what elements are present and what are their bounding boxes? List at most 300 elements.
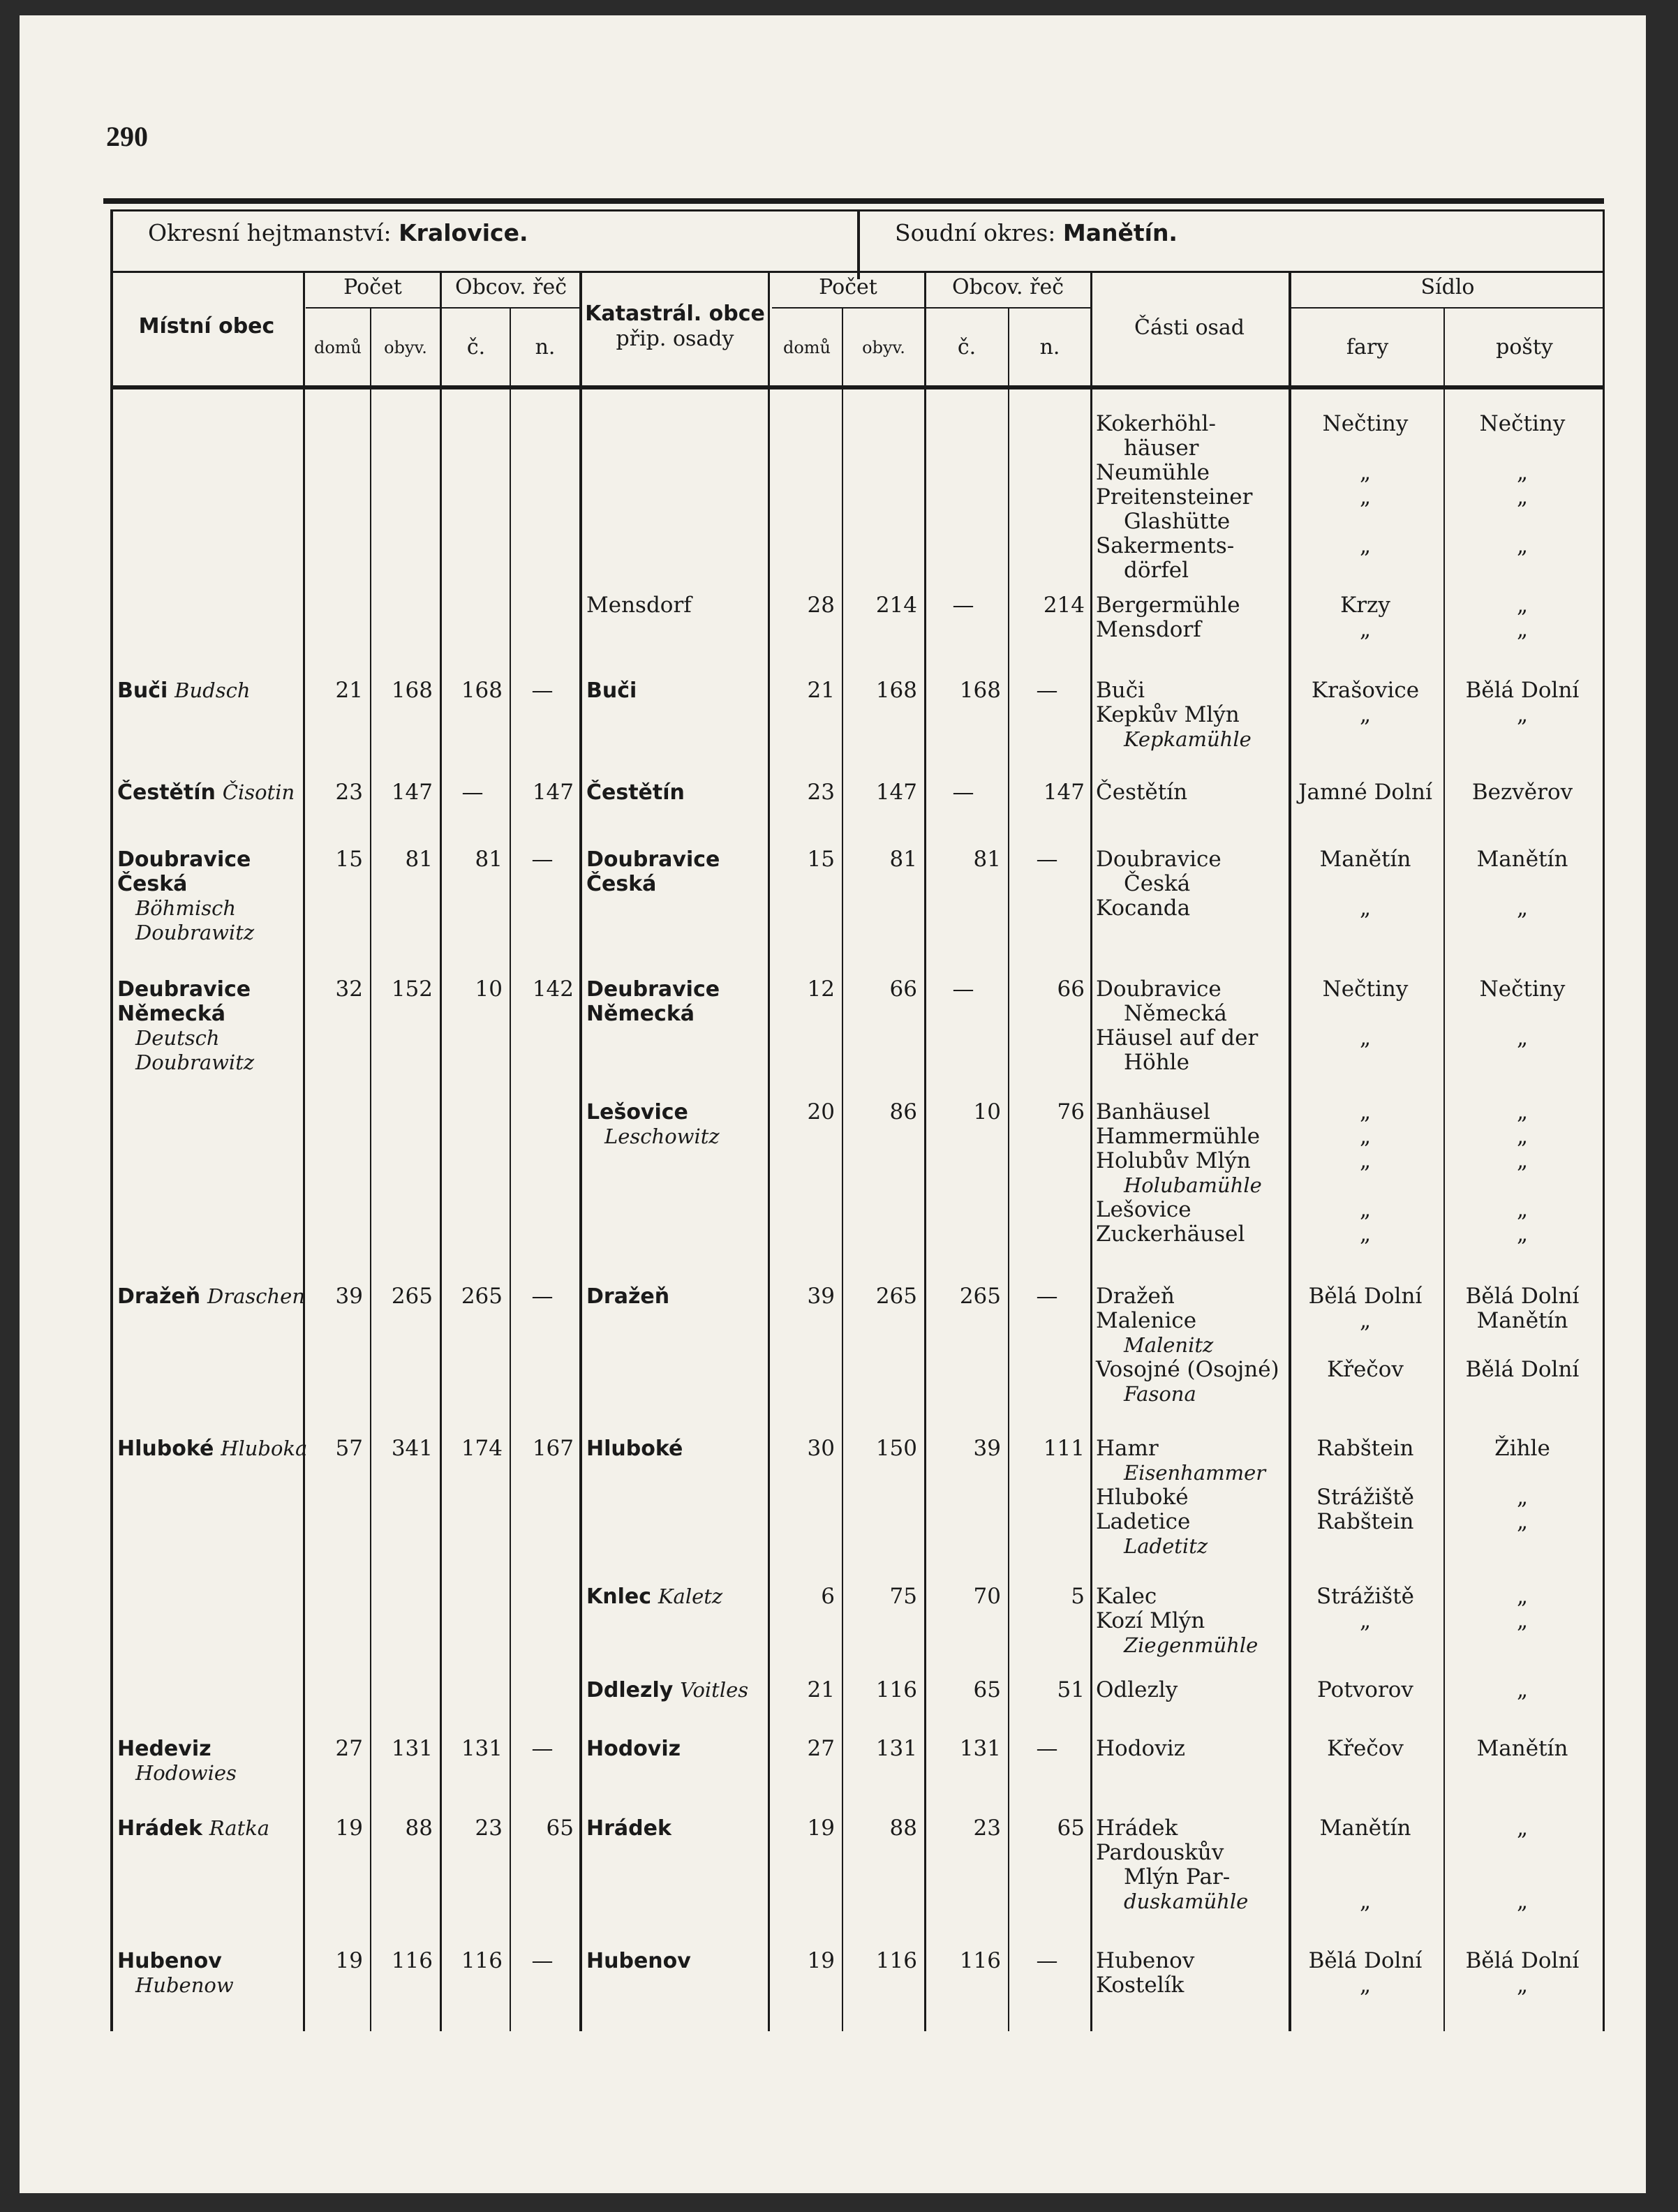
domu-2-cell: 28 — [807, 593, 835, 618]
obyv-2-cell: 66 — [889, 977, 917, 1002]
fary-value: Bělá Dolní — [1308, 1948, 1423, 1973]
fary-value: „ — [1359, 1889, 1372, 1914]
fary-value: Strážiště — [1316, 1485, 1414, 1510]
domu-2-cell: 20 — [807, 1099, 835, 1124]
cesky-cell: 10 — [475, 977, 503, 1002]
nemecky-2-cell: — — [1036, 847, 1058, 872]
obyv-cell: 88 — [405, 1816, 433, 1841]
mistni-obec-name: Doubravice — [117, 847, 251, 872]
posty-value: „ — [1516, 533, 1529, 558]
casti-osad-cell — [1096, 1949, 1284, 1998]
nemecky-2-cell: 76 — [1057, 1099, 1085, 1124]
posty-value: „ — [1516, 896, 1529, 921]
casti-osad-cell — [1096, 1437, 1284, 1559]
domu-cell: 39 — [335, 1284, 363, 1309]
col-line — [924, 272, 926, 2031]
cesky-cell: — — [461, 780, 484, 805]
posty-cell — [1445, 1678, 1600, 1702]
katastr-cell — [586, 1100, 764, 1149]
cast-osady: Kocanda — [1096, 896, 1191, 921]
mistni-obec-line: Deutsch — [135, 1026, 220, 1050]
cast-osady: Odlezly — [1096, 1677, 1178, 1702]
cast-osady: Glashütte — [1124, 509, 1231, 534]
fary-value: „ — [1359, 896, 1372, 921]
cesky-2-cell: — — [952, 780, 974, 805]
posty-value: Žihle — [1494, 1436, 1550, 1461]
cast-osady: duskamühle — [1124, 1890, 1249, 1913]
fary-cell — [1291, 678, 1439, 752]
fary-value: Křečov — [1327, 1357, 1404, 1382]
cesky-cell: 131 — [461, 1736, 503, 1761]
col-line — [303, 272, 305, 2031]
posty-value — [1445, 1173, 1600, 1198]
casti-osad-cell — [1096, 847, 1284, 921]
fary-value: Potvorov — [1317, 1677, 1413, 1702]
posty-cell — [1445, 977, 1600, 1075]
mistni-obec-line: Německá — [117, 1002, 226, 1026]
fary-value: „ — [1359, 1222, 1372, 1247]
obyv-2-cell: 88 — [889, 1816, 917, 1841]
mistni-obec-cell — [117, 780, 299, 805]
katastr-name: Hluboké — [586, 1437, 683, 1461]
col-line — [768, 272, 770, 2031]
cast-osady: Neumühle — [1096, 460, 1210, 485]
fary-value: Manětín — [1319, 847, 1411, 872]
col-obyv-2: obyv. — [862, 338, 905, 357]
col-posty: pošty — [1496, 335, 1553, 359]
cast-osady: häuser — [1124, 436, 1199, 461]
col-katastr-line1: Katastrál. obce — [585, 302, 765, 326]
col-c: č. — [466, 335, 486, 359]
fary-cell — [1291, 1284, 1439, 1406]
nemecky-2-cell: — — [1036, 1736, 1058, 1761]
nemecky-cell: 142 — [532, 977, 574, 1002]
mistni-obec-line: Česká — [117, 872, 188, 896]
fary-value: Manětín — [1319, 1816, 1411, 1841]
posty-value — [1445, 510, 1600, 534]
pocet-underline — [306, 307, 581, 309]
domu-2-cell: 19 — [807, 1816, 835, 1841]
col-line — [1090, 272, 1092, 2031]
mistni-obec-name: Hluboké — [117, 1437, 214, 1461]
posty-value — [1445, 1461, 1600, 1485]
fary-value: „ — [1359, 1148, 1372, 1173]
cast-osady: Doubravice — [1096, 847, 1222, 872]
domu-2-cell: 23 — [807, 780, 835, 805]
cast-osady: Hamr — [1096, 1436, 1159, 1461]
posty-value: Manětín — [1476, 1736, 1568, 1761]
col-domu: domů — [313, 338, 362, 357]
fary-cell — [1291, 780, 1439, 805]
obyv-cell: 81 — [405, 847, 433, 872]
posty-value — [1445, 872, 1600, 896]
col-line — [579, 272, 582, 2031]
posty-value: „ — [1516, 1509, 1529, 1534]
cesky-2-cell: 39 — [973, 1436, 1001, 1461]
cesky-cell: 168 — [461, 678, 503, 703]
nemecky-2-cell: 66 — [1057, 977, 1085, 1002]
cast-osady: Preitensteiner — [1096, 484, 1253, 510]
fary-value: „ — [1359, 1025, 1372, 1051]
posty-value: „ — [1516, 1485, 1529, 1510]
fary-value: „ — [1359, 1099, 1372, 1124]
obyv-cell: 152 — [391, 977, 433, 1002]
katastr-name: Ddlezly — [586, 1678, 674, 1702]
casti-osad-cell — [1096, 1284, 1284, 1406]
nemecky-2-cell: — — [1036, 1948, 1058, 1973]
obyv-2-cell: 168 — [875, 678, 917, 703]
district-value: Kralovice. — [399, 219, 528, 246]
fary-cell — [1291, 1584, 1439, 1658]
col-line — [842, 309, 843, 2031]
fary-value: „ — [1359, 617, 1372, 642]
posty-value: „ — [1516, 1124, 1529, 1149]
mistni-obec-german: Hluboka — [221, 1437, 308, 1460]
domu-2-cell: 30 — [807, 1436, 835, 1461]
katastr-cell — [586, 977, 764, 1026]
katastr-line: Německá — [586, 1002, 695, 1026]
cast-osady: Čestětín — [1096, 780, 1188, 805]
cast-osady: Dražeň — [1096, 1284, 1175, 1309]
col-line — [440, 272, 442, 2031]
domu-2-cell: 27 — [807, 1736, 835, 1761]
obyv-2-cell: 147 — [875, 780, 917, 805]
domu-2-cell: 21 — [807, 1677, 835, 1702]
fary-cell — [1291, 1678, 1439, 1702]
posty-value: „ — [1516, 1677, 1529, 1702]
posty-value: Nečtiny — [1479, 977, 1566, 1002]
katastr-name: Doubravice — [586, 847, 720, 872]
obyv-2-cell: 116 — [875, 1948, 917, 1973]
casti-osad-cell — [1096, 593, 1284, 642]
obyv-cell: 168 — [391, 678, 433, 703]
posty-value: „ — [1516, 1973, 1529, 1998]
col-sidlo: Sídlo — [1420, 275, 1475, 299]
mistni-obec-name: Dražeň — [117, 1284, 201, 1309]
cast-osady: Kalec — [1096, 1584, 1157, 1609]
mistni-obec-line: Böhmisch — [135, 896, 237, 920]
court-value: Manětín. — [1062, 219, 1178, 246]
casti-osad-cell — [1096, 780, 1284, 805]
katastr-name: Čestětín — [586, 780, 685, 805]
posty-value — [1445, 1841, 1600, 1865]
posty-value: „ — [1516, 1608, 1529, 1633]
cast-osady: Kepkamühle — [1124, 727, 1252, 751]
casti-osad-cell — [1096, 1100, 1284, 1247]
posty-value — [1445, 727, 1600, 752]
katastr-cell — [586, 780, 764, 805]
katastr-cell — [586, 1949, 764, 1973]
domu-cell: 19 — [335, 1816, 363, 1841]
posty-value: „ — [1516, 593, 1529, 618]
col-mistni-obec: Místní obec — [138, 314, 275, 339]
cast-osady: Kozí Mlýn — [1096, 1608, 1205, 1633]
fary-value — [1291, 1002, 1439, 1026]
cesky-2-cell: — — [952, 977, 974, 1002]
col-n-2: n. — [1039, 335, 1060, 359]
fary-value: „ — [1359, 460, 1372, 485]
mistni-obec-name: Hrádek — [117, 1816, 202, 1841]
domu-cell: 19 — [335, 1948, 363, 1973]
posty-value — [1445, 558, 1600, 583]
fary-cell — [1291, 593, 1439, 642]
fary-value — [1291, 1865, 1439, 1890]
district-header — [148, 219, 528, 246]
fary-cell — [1291, 1437, 1439, 1559]
cesky-cell: 174 — [461, 1436, 503, 1461]
cast-osady: Ladetitz — [1124, 1534, 1208, 1558]
katastr-cell — [586, 1284, 764, 1309]
fary-value — [1291, 1633, 1439, 1658]
posty-value: Manětín — [1476, 847, 1568, 872]
col-katastr — [582, 302, 768, 352]
cast-osady: Holubův Mlýn — [1096, 1148, 1251, 1173]
fary-value: Rabštein — [1316, 1436, 1414, 1461]
mistni-obec-cell — [117, 1437, 308, 1461]
nemecky-cell: 147 — [532, 780, 574, 805]
col-line — [1603, 209, 1605, 2031]
domu-cell: 21 — [335, 678, 363, 703]
nemecky-2-cell: 51 — [1057, 1677, 1085, 1702]
katastr-name: Knlec — [586, 1584, 652, 1609]
domu-2-cell: 39 — [807, 1284, 835, 1309]
fary-value — [1291, 1333, 1439, 1358]
posty-value: „ — [1516, 484, 1529, 510]
katastr-german: Kaletz — [658, 1584, 723, 1608]
obyv-2-cell: 116 — [875, 1677, 917, 1702]
fary-value: Krašovice — [1311, 678, 1420, 703]
cast-osady: Kepkův Mlýn — [1096, 702, 1240, 727]
cast-osady: Kostelík — [1096, 1973, 1185, 1998]
domu-2-cell: 6 — [821, 1584, 835, 1609]
cast-osady: Hrádek — [1096, 1816, 1178, 1841]
posty-cell — [1445, 412, 1600, 583]
fary-cell — [1291, 977, 1439, 1075]
katastr-name: Hrádek — [586, 1816, 671, 1841]
posty-value: „ — [1516, 1222, 1529, 1247]
col-line — [1008, 309, 1009, 2031]
casti-osad-cell — [1096, 977, 1284, 1075]
cesky-cell: 23 — [475, 1816, 503, 1841]
posty-value — [1445, 1002, 1600, 1026]
cesky-2-cell: 81 — [973, 847, 1001, 872]
posty-cell — [1445, 1816, 1600, 1914]
col-domu-2: domů — [782, 338, 831, 357]
cast-osady: Mlýn Par- — [1124, 1864, 1231, 1890]
katastr-cell — [586, 847, 764, 896]
fary-value — [1291, 1841, 1439, 1865]
cast-osady: Kokerhöhl- — [1096, 411, 1216, 436]
mistni-obec-german: Budsch — [175, 678, 251, 702]
col-fary: fary — [1346, 335, 1389, 359]
posty-value: „ — [1516, 702, 1529, 727]
mistni-obec-name: Hedeviz — [117, 1737, 211, 1761]
posty-cell — [1445, 1584, 1600, 1658]
cesky-2-cell: 265 — [959, 1284, 1001, 1309]
fary-value: Jamné Dolní — [1298, 780, 1432, 805]
fary-value — [1291, 1173, 1439, 1198]
col-obyv: obyv. — [384, 338, 427, 357]
posty-value: Bělá Dolní — [1465, 1948, 1580, 1973]
fary-value — [1291, 1382, 1439, 1406]
fary-cell — [1291, 1949, 1439, 1998]
cesky-2-cell: 65 — [973, 1677, 1001, 1702]
sidlo-underline — [1291, 307, 1604, 309]
col-pocet: Počet — [343, 275, 402, 299]
fary-value: „ — [1359, 533, 1372, 558]
fary-value: Krzy — [1340, 593, 1390, 618]
cast-osady: Hluboké — [1096, 1485, 1189, 1510]
cast-osady: Hammermühle — [1096, 1124, 1261, 1149]
posty-value: „ — [1516, 1148, 1529, 1173]
cast-osady: Bergermühle — [1096, 593, 1240, 618]
court-label: Soudní okres: — [895, 219, 1056, 246]
fary-value: Bělá Dolní — [1308, 1284, 1423, 1309]
posty-value — [1445, 1534, 1600, 1559]
pocet-2-underline — [772, 307, 1092, 309]
domu-cell: 23 — [335, 780, 363, 805]
nemecky-cell: — — [531, 1948, 554, 1973]
posty-value — [1445, 1633, 1600, 1658]
mistni-obec-name: Deubravice — [117, 977, 251, 1002]
nemecky-cell: — — [531, 847, 554, 872]
cesky-2-cell: 70 — [973, 1584, 1001, 1609]
court-header — [895, 219, 1178, 246]
cast-osady: Zuckerhäusel — [1096, 1222, 1245, 1247]
fary-value: Rabštein — [1316, 1509, 1414, 1534]
mistni-obec-line: Doubrawitz — [135, 1051, 255, 1074]
katastr-name: Hubenov — [586, 1949, 691, 1973]
fary-value: Křečov — [1327, 1736, 1404, 1761]
mistni-obec-name: Hubenov — [117, 1949, 222, 1973]
mistni-obec-line: Hubenow — [135, 1973, 234, 1997]
posty-cell — [1445, 1949, 1600, 1998]
cesky-cell: 265 — [461, 1284, 503, 1309]
katastr-name: Deubravice — [586, 977, 720, 1002]
fary-value: „ — [1359, 1973, 1372, 1998]
posty-cell — [1445, 593, 1600, 642]
cast-osady: Doubravice — [1096, 977, 1222, 1002]
katastr-name: Mensdorf — [586, 593, 692, 618]
mistni-obec-name: Čestětín — [117, 780, 216, 805]
nemecky-2-cell: 111 — [1043, 1436, 1085, 1461]
nemecky-cell: — — [531, 1284, 554, 1309]
fary-value — [1291, 1051, 1439, 1075]
obyv-2-cell: 81 — [889, 847, 917, 872]
cast-osady: Vosojné (Osojné) — [1096, 1357, 1279, 1382]
fary-value — [1291, 1461, 1439, 1485]
obyv-cell: 265 — [391, 1284, 433, 1309]
obyv-2-cell: 75 — [889, 1584, 917, 1609]
fary-cell — [1291, 412, 1439, 583]
posty-value: „ — [1516, 1025, 1529, 1051]
katastr-german: Leschowitz — [604, 1124, 720, 1148]
nemecky-cell: — — [531, 678, 554, 703]
fary-value — [1291, 727, 1439, 752]
mistni-obec-german: Draschen — [207, 1284, 306, 1308]
katastr-name: Dražeň — [586, 1284, 670, 1309]
cast-osady: Česká — [1124, 871, 1191, 896]
obyv-2-cell: 214 — [875, 593, 917, 618]
katastr-name: Hodoviz — [586, 1737, 681, 1761]
mistni-obec-german: Ratka — [209, 1816, 270, 1840]
posty-value: Bělá Dolní — [1465, 1284, 1580, 1309]
col-obcov-rec: Obcov. řeč — [454, 275, 567, 299]
cast-osady: Německá — [1124, 1001, 1227, 1026]
cast-osady: Lešovice — [1096, 1197, 1191, 1222]
katastr-line: Česká — [586, 872, 657, 896]
col-line — [510, 309, 511, 2031]
obyv-2-cell: 86 — [889, 1099, 917, 1124]
nemecky-2-cell: 65 — [1057, 1816, 1085, 1841]
table-header-bottom — [112, 385, 1604, 389]
fary-value — [1291, 872, 1439, 896]
obyv-cell: 147 — [391, 780, 433, 805]
katastr-name: Lešovice — [586, 1100, 688, 1124]
obyv-2-cell: 131 — [875, 1736, 917, 1761]
nemecky-2-cell: 5 — [1071, 1584, 1085, 1609]
katastr-german: Voitles — [680, 1678, 749, 1702]
cast-osady: Ladetice — [1096, 1509, 1191, 1534]
nemecky-cell: — — [531, 1736, 554, 1761]
casti-osad-cell — [1096, 1816, 1284, 1914]
cast-osady: Malenice — [1096, 1308, 1197, 1333]
fary-value — [1291, 510, 1439, 534]
cast-osady: Banhäusel — [1096, 1099, 1210, 1124]
col-line — [370, 309, 371, 2031]
cast-osady: Ziegenmühle — [1124, 1633, 1258, 1657]
col-obcov-rec-2: Obcov. řeč — [951, 275, 1064, 299]
nemecky-cell: 65 — [546, 1816, 574, 1841]
header-divider — [857, 209, 860, 279]
posty-value: Bezvěrov — [1471, 780, 1573, 805]
casti-osad-cell — [1096, 1737, 1284, 1761]
nemecky-2-cell: — — [1036, 1284, 1058, 1309]
page-number: 290 — [106, 121, 148, 152]
posty-cell — [1445, 678, 1600, 752]
obyv-cell: 341 — [391, 1436, 433, 1461]
fary-value — [1291, 436, 1439, 461]
domu-2-cell: 19 — [807, 1948, 835, 1973]
document-page — [20, 15, 1646, 2193]
cast-osady: Hubenov — [1096, 1948, 1195, 1973]
cesky-2-cell: 116 — [959, 1948, 1001, 1973]
posty-value: „ — [1516, 1889, 1529, 1914]
fary-value: Nečtiny — [1322, 977, 1409, 1002]
posty-value: „ — [1516, 1099, 1529, 1124]
domu-cell: 32 — [335, 977, 363, 1002]
cesky-cell: 81 — [475, 847, 503, 872]
cast-osady: Hodoviz — [1096, 1736, 1185, 1761]
top-rule — [103, 198, 1604, 204]
katastr-cell — [586, 1437, 764, 1461]
posty-value — [1445, 1051, 1600, 1075]
fary-cell — [1291, 1100, 1439, 1247]
nemecky-2-cell: 214 — [1043, 593, 1085, 618]
posty-value: „ — [1516, 1197, 1529, 1222]
obyv-cell: 116 — [391, 1948, 433, 1973]
cesky-2-cell: 10 — [973, 1099, 1001, 1124]
cast-osady: Buči — [1096, 678, 1145, 703]
posty-value — [1445, 1333, 1600, 1358]
posty-cell — [1445, 847, 1600, 921]
col-line — [110, 209, 113, 2031]
nemecky-2-cell: — — [1036, 678, 1058, 703]
katastr-cell — [586, 1737, 764, 1761]
mistni-obec-cell — [117, 678, 299, 703]
posty-value: Nečtiny — [1479, 411, 1566, 436]
fary-value — [1291, 1534, 1439, 1559]
